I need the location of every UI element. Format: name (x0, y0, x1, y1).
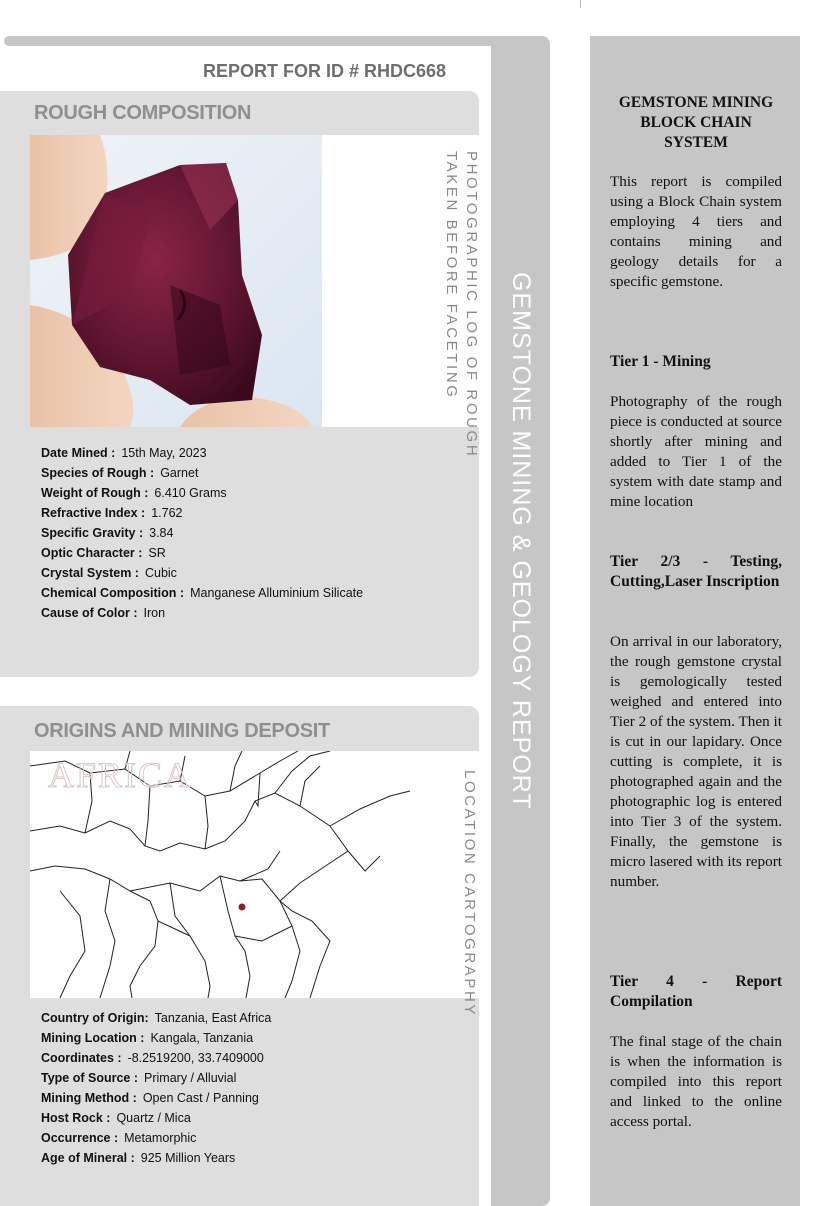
origins-title: ORIGINS AND MINING DEPOSIT (34, 720, 330, 742)
report-id-heading: REPORT FOR ID # RHDC668 (202, 61, 446, 81)
rough-photo-caption-line1: PHOTOGRAPHIC LOG OF ROUGH (463, 151, 480, 459)
top-divider-tick (580, 0, 581, 8)
detail-label: Specific Gravity : (41, 526, 144, 540)
rough-composition-title: ROUGH COMPOSITION (34, 102, 252, 124)
detail-row-weight (41, 483, 363, 503)
tier4-text: The final stage of the chain is when the information is compiled into this report and linked to the online access portal. (610, 1033, 782, 1130)
detail-label: Weight of Rough : (41, 486, 149, 500)
detail-label: Country of Origin: (41, 1011, 149, 1025)
detail-label: Chemical Composition : (41, 586, 185, 600)
detail-value: -8.2519200, 33.7409000 (127, 1051, 264, 1065)
map-area (30, 751, 479, 998)
detail-row-coordinates (41, 1048, 271, 1068)
detail-row-optic-character (41, 543, 363, 563)
detail-row-occurrence (41, 1128, 271, 1148)
detail-value: Iron (143, 606, 166, 620)
detail-value: Open Cast / Panning (142, 1091, 259, 1105)
rough-details-list (41, 443, 363, 623)
origins-details-list (41, 1008, 271, 1168)
detail-row-source-type (41, 1068, 271, 1088)
detail-value: 925 Million Years (140, 1151, 236, 1165)
detail-label: Optic Character : (41, 546, 143, 560)
detail-value: Quartz / Mica (116, 1111, 191, 1125)
detail-label: Coordinates : (41, 1051, 122, 1065)
sidebar-title: GEMSTONE MINING BLOCK CHAIN SYSTEM (618, 94, 774, 151)
detail-label: Date Mined : (41, 446, 116, 460)
detail-value: Metamorphic (124, 1131, 197, 1145)
detail-row-crystal-system (41, 563, 363, 583)
vertical-report-title: GEMSTONE MINING & GEOLOGY REPORT (507, 272, 535, 810)
detail-value: 15th May, 2023 (121, 446, 207, 460)
map-watermark: AFRICA (48, 755, 193, 795)
detail-label: Type of Source : (41, 1071, 139, 1085)
rough-gemstone-photo (30, 135, 322, 427)
africa-map (30, 751, 425, 998)
detail-row-country (41, 1008, 271, 1028)
rough-photo-area (30, 135, 479, 427)
detail-row-mining-method (41, 1088, 271, 1108)
vertical-title-wrapper (491, 36, 550, 1206)
detail-value: 3.84 (149, 526, 174, 540)
detail-row-refractive-index (41, 503, 363, 523)
detail-label: Cause of Color : (41, 606, 138, 620)
detail-label: Mining Location : (41, 1031, 145, 1045)
mine-location-marker (239, 904, 246, 911)
detail-value: 1.762 (151, 506, 183, 520)
detail-row-mining-location (41, 1028, 271, 1048)
tier1-heading: Tier 1 - Mining (610, 353, 711, 370)
detail-value: SR (148, 546, 166, 560)
detail-value: Primary / Alluvial (144, 1071, 237, 1085)
detail-value: Manganese Alluminium Silicate (190, 586, 364, 600)
tier23-text: On arrival in our laboratory, the rough gemstone crystal is gemologically tested weighed and entered into Tier 2 of the system. Then it is cut in our lapidary. Once cutting is complete, it is photographed again and the photographic log is entered into Tier 3 of the system. Finally, the gemstone is micro lasered with its report number. (610, 633, 782, 890)
detail-row-species (41, 463, 363, 483)
detail-row-chemical-composition (41, 583, 363, 603)
sidebar-intro: This report is compiled using a Block Chain system employing 4 tiers and contains mining and geology details for a specific gemstone. (610, 173, 782, 290)
detail-value: Kangala, Tanzania (150, 1031, 254, 1045)
detail-row-host-rock (41, 1108, 271, 1128)
detail-value: Garnet (160, 466, 199, 480)
detail-row-cause-of-color (41, 603, 363, 623)
detail-row-specific-gravity (41, 523, 363, 543)
detail-label: Mining Method : (41, 1091, 137, 1105)
rough-photo-caption-line2: TAKEN BEFORE FACETING (443, 151, 460, 400)
detail-label: Occurrence : (41, 1131, 119, 1145)
detail-value: 6.410 Grams (154, 486, 227, 500)
detail-label: Refractive Index : (41, 506, 146, 520)
detail-label: Species of Rough : (41, 466, 155, 480)
detail-value: Tanzania, East Africa (154, 1011, 272, 1025)
tier4-heading: Tier 4 - Report Compilation (610, 973, 782, 1010)
map-caption: LOCATION CARTOGRAPHY (461, 770, 478, 1018)
detail-row-age (41, 1148, 271, 1168)
detail-row-date-mined (41, 443, 363, 463)
header-bar (4, 36, 491, 46)
tier1-text: Photography of the rough piece is conducted at source shortly after mining and added to Tier 1 of the system with date stamp and mine location (610, 393, 782, 510)
detail-label: Crystal System : (41, 566, 139, 580)
detail-value: Cubic (144, 566, 177, 580)
rough-photo-caption (441, 151, 481, 458)
tier23-heading: Tier 2/3 - Testing, Cutting,Laser Inscription (610, 553, 782, 590)
detail-label: Age of Mineral : (41, 1151, 135, 1165)
detail-label: Host Rock : (41, 1111, 111, 1125)
